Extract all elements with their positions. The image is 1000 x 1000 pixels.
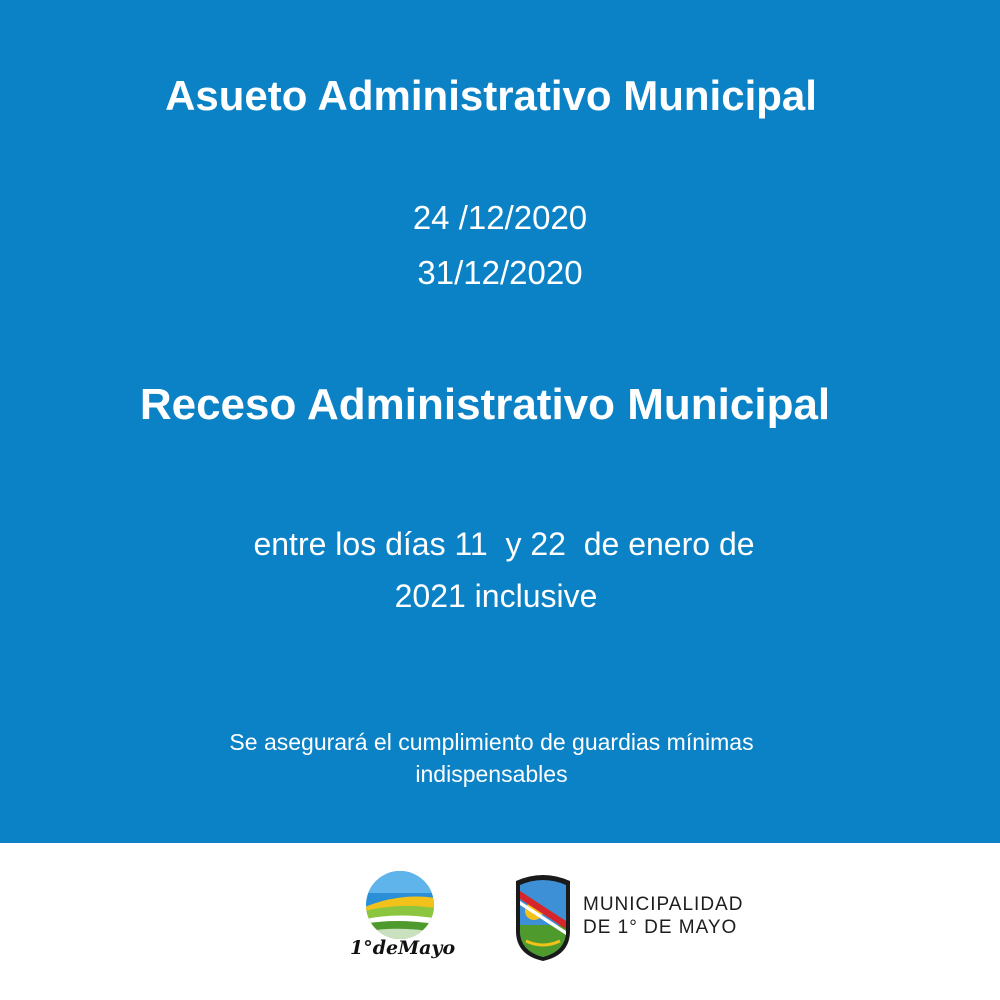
sun-over-hills-logo-icon <box>350 871 450 941</box>
municipal-crest-icon <box>510 871 576 963</box>
guardias-note-line-1: Se asegurará el cumplimiento de guardias mínimas <box>229 729 754 755</box>
town-logo <box>350 871 456 971</box>
guardias-note-line-2: indispensables <box>415 761 568 787</box>
footer <box>0 843 1000 1000</box>
municipality-name-line-1: MUNICIPALIDAD <box>583 894 744 915</box>
asueto-date-2: 31/12/2020 <box>417 254 583 291</box>
municipality-name-line-2: DE 1° DE MAYO <box>583 917 738 938</box>
town-logo-text: 1°deMayo <box>350 937 456 959</box>
receso-title: Receso Administrativo Municipal <box>139 380 831 429</box>
asueto-title: Asueto Administrativo Municipal <box>165 72 817 119</box>
receso-dates-line-1: entre los días 11 y 22 de enero de <box>253 526 755 562</box>
municipality-name <box>583 893 743 939</box>
receso-dates-line-2: 2021 inclusive <box>394 578 598 614</box>
asueto-date-1: 24 /12/2020 <box>412 199 588 236</box>
